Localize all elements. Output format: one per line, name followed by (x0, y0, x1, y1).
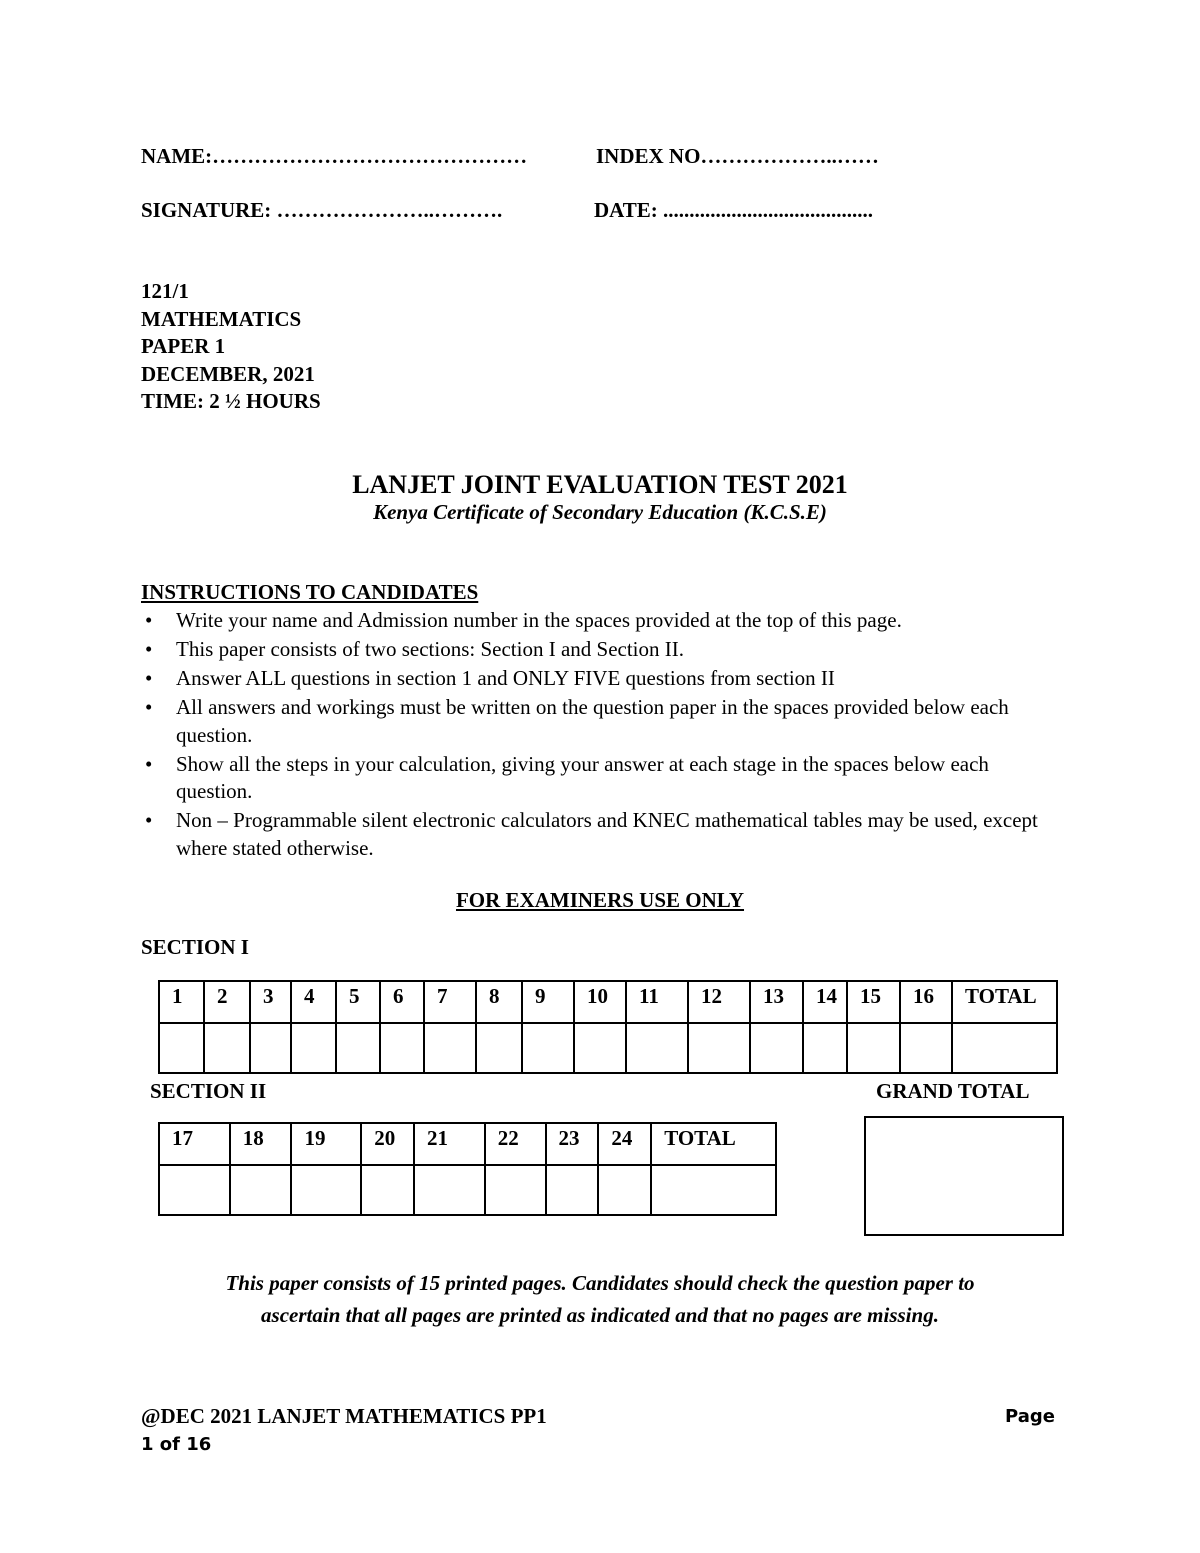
paper-info (141, 278, 321, 416)
instruction-item: • Write your name and Admission number in the spaces provided at the top of this page. (141, 607, 1041, 635)
section-2-header-row (159, 1123, 776, 1165)
bullet-icon: • (145, 637, 153, 661)
score-cell[interactable] (522, 1023, 574, 1073)
section-2-col: 24 (598, 1123, 651, 1165)
section-1-col: 15 (847, 981, 900, 1023)
printed-pages-note-line-1: This paper consists of 15 printed pages. Candidates should check the question paper to (225, 1271, 975, 1295)
score-cell[interactable] (414, 1165, 485, 1215)
score-cell[interactable] (847, 1023, 900, 1073)
paper-time: TIME: 2 ½ HOURS (141, 389, 321, 413)
section-1-col: 8 (476, 981, 522, 1023)
section-2-total-col: TOTAL (651, 1123, 776, 1165)
grand-total-label: GRAND TOTAL (876, 1079, 1030, 1103)
section-1-col: 2 (204, 981, 250, 1023)
instruction-item: • Show all the steps in your calculation, giving your answer at each stage in the spaces below each question. (145, 751, 989, 803)
signature-field-label: SIGNATURE: …………………..………. (141, 198, 503, 222)
bullet-icon: • (145, 608, 153, 632)
date-field-label: DATE: ........................................ (594, 198, 874, 222)
score-cell[interactable] (546, 1165, 599, 1215)
bullet-icon: • (145, 808, 153, 832)
instruction-item: • This paper consists of two sections: Section I and Section II. (141, 636, 1041, 664)
exam-subtitle: Kenya Certificate of Secondary Education (K.C.S.E) (373, 500, 827, 524)
section-1-col: 5 (336, 981, 380, 1023)
section-2-col: 18 (230, 1123, 292, 1165)
section-2-label: SECTION II (150, 1079, 267, 1103)
section-1-col: 9 (522, 981, 574, 1023)
section-1-col: 7 (424, 981, 476, 1023)
score-cell[interactable] (159, 1165, 230, 1215)
section-1-col: 12 (688, 981, 750, 1023)
name-field-label: NAME:……………………………………… (141, 144, 528, 168)
section-1-score-row (159, 1023, 1057, 1073)
score-cell[interactable] (291, 1165, 361, 1215)
score-cell[interactable] (336, 1023, 380, 1073)
instruction-item: • Non – Programmable silent electronic calculators and KNEC mathematical tables may be used, except where stated otherwise. (145, 808, 1038, 860)
footer-title: @DEC 2021 LANJET MATHEMATICS PP1 (141, 1404, 547, 1428)
score-cell[interactable] (574, 1023, 626, 1073)
footer-page-number: 1 of 16 (141, 1434, 212, 1455)
section-2-col: 22 (485, 1123, 546, 1165)
score-cell[interactable] (159, 1023, 204, 1073)
footer-page-label: Page (1005, 1406, 1055, 1427)
paper-subject: MATHEMATICS (141, 306, 302, 331)
score-cell[interactable] (250, 1023, 291, 1073)
index-no-field-label: INDEX NO………………..…… (596, 144, 879, 168)
exam-title: LANJET JOINT EVALUATION TEST 2021 (352, 470, 848, 499)
section-1-col: 6 (380, 981, 424, 1023)
score-cell[interactable] (291, 1023, 336, 1073)
instruction-item: • All answers and workings must be written on the question paper in the spaces provided below each question. (145, 695, 1009, 747)
score-cell[interactable] (204, 1023, 250, 1073)
section-2-col: 21 (414, 1123, 485, 1165)
instructions-heading: INSTRUCTIONS TO CANDIDATES (141, 580, 479, 604)
instructions-list (141, 607, 1041, 864)
score-cell[interactable] (598, 1165, 651, 1215)
section-2-col: 20 (361, 1123, 414, 1165)
section-2-col: 23 (546, 1123, 599, 1165)
bullet-icon: • (145, 666, 153, 690)
section-1-header-row (159, 981, 1057, 1023)
section-1-col: 3 (250, 981, 291, 1023)
score-cell[interactable] (750, 1023, 803, 1073)
score-cell[interactable] (361, 1165, 414, 1215)
score-cell[interactable] (476, 1023, 522, 1073)
section-1-col: 1 (159, 981, 204, 1023)
score-cell[interactable] (380, 1023, 424, 1073)
bullet-icon: • (145, 695, 153, 719)
section-2-score-row (159, 1165, 776, 1215)
section-1-col: 16 (900, 981, 952, 1023)
score-cell[interactable] (230, 1165, 292, 1215)
bullet-icon: • (145, 751, 153, 776)
score-cell[interactable] (688, 1023, 750, 1073)
paper-code: 121/1 (141, 279, 189, 303)
section-1-label: SECTION I (141, 935, 249, 959)
score-cell[interactable] (803, 1023, 847, 1073)
grand-total-box[interactable] (864, 1116, 1064, 1236)
printed-pages-note-line-2: ascertain that all pages are printed as indicated and that no pages are missing. (261, 1303, 939, 1327)
section-2-score-table (158, 1122, 777, 1216)
section-1-total-col: TOTAL (952, 981, 1057, 1023)
section-1-col: 4 (291, 981, 336, 1023)
section-1-score-table (158, 980, 1058, 1074)
section-1-col: 14 (803, 981, 847, 1023)
section-1-col: 10 (574, 981, 626, 1023)
score-cell[interactable] (424, 1023, 476, 1073)
section-1-col: 11 (626, 981, 688, 1023)
paper-number: PAPER 1 (141, 334, 226, 358)
score-cell[interactable] (626, 1023, 688, 1073)
section-1-col: 13 (750, 981, 803, 1023)
examiners-heading: FOR EXAMINERS USE ONLY (455, 888, 745, 912)
section-2-col: 19 (291, 1123, 361, 1165)
total-cell[interactable] (952, 1023, 1057, 1073)
total-cell[interactable] (651, 1165, 776, 1215)
instruction-item: • Answer ALL questions in section 1 and ONLY FIVE questions from section II (141, 665, 1041, 693)
score-cell[interactable] (900, 1023, 952, 1073)
score-cell[interactable] (485, 1165, 546, 1215)
paper-date: DECEMBER, 2021 (141, 361, 315, 386)
section-2-col: 17 (159, 1123, 230, 1165)
